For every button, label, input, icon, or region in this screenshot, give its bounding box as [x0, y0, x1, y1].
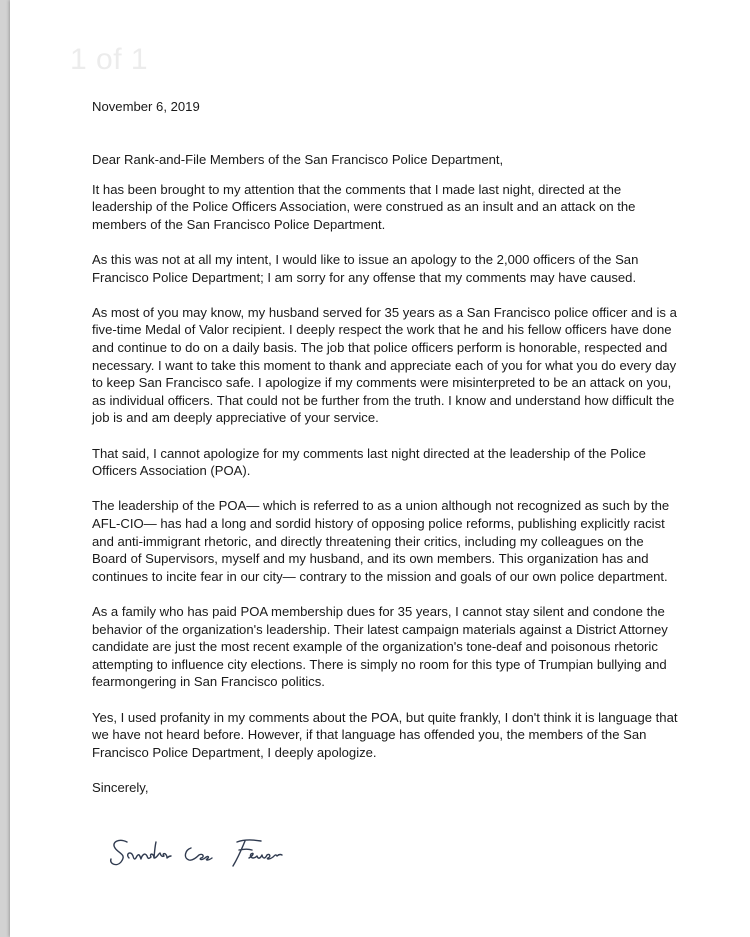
letter-body: [92, 98, 682, 796]
letter-paragraph: As most of you may know, my husband served for 35 years as a San Francisco police officer and is a five-time Medal of Valor recipient. I deeply respect the work that he and his fellow officers have done and continue to do on a daily basis. The job that police officers perform is honorable, respected and necessary. I want to take this moment to thank and appreciate each of you for what you do every day to keep San Francisco safe. I apologize if my comments were misinterpreted to be an attack on you, as individual officers. That could not be further from the truth. I know and understand how difficult the job is and am deeply appreciative of your service.: [92, 304, 677, 426]
letter-date: November 6, 2019: [92, 99, 200, 114]
letter-paragraph: As a family who has paid POA membership dues for 35 years, I cannot stay silent and condone the behavior of the organization's leadership. Their latest campaign materials against a District Attorney candidate are just the most recent example of the organization's tone-deaf and poisonous rhetoric attempting to influence city elections. There is simply no room for this type of Trumpian bullying and fearmongering in San Francisco politics.: [92, 603, 668, 690]
letter-closing: Sincerely,: [92, 779, 149, 795]
letter-paragraph: Yes, I used profanity in my comments about the POA, but quite frankly, I don't think it is language that we have not heard before. However, if that language has offended you, the members of the San Francisco Police Department, I deeply apologize.: [92, 709, 678, 760]
letter-paragraph: It has been brought to my attention that the comments that I made last night, directed at the leadership of the Police Officers Association, were construed as an insult and an attack on the members of the San Francisco Police Department.: [92, 181, 636, 232]
letter-salutation: Dear Rank-and-File Members of the San Francisco Police Department,: [92, 152, 504, 168]
page-counter: 1 of 1: [70, 43, 149, 76]
document-page: [10, 0, 750, 937]
letter-paragraph: As this was not at all my intent, I would like to issue an apology to the 2,000 officers of the San Francisco Police Department; I am sorry for any offense that my comments may have caused.: [92, 252, 639, 285]
letter-paragraph: That said, I cannot apologize for my comments last night directed at the leadership of the Police Officers Association (POA).: [92, 445, 646, 479]
letter-paragraph: The leadership of the POA— which is referred to as a union although not recognized as such by the AFL-CIO— has had a long and sordid history of opposing police reforms, publishing explicitly racist and anti-immigrant rhetoric, and directly threatening their critics, including my colleagues on the Board of Supervisors, myself and my husband, and its own members. This organization has and continues to incite fear in our city— contrary to the mission and goals of our own police department.: [92, 498, 670, 584]
handwritten-signature: [105, 826, 345, 876]
